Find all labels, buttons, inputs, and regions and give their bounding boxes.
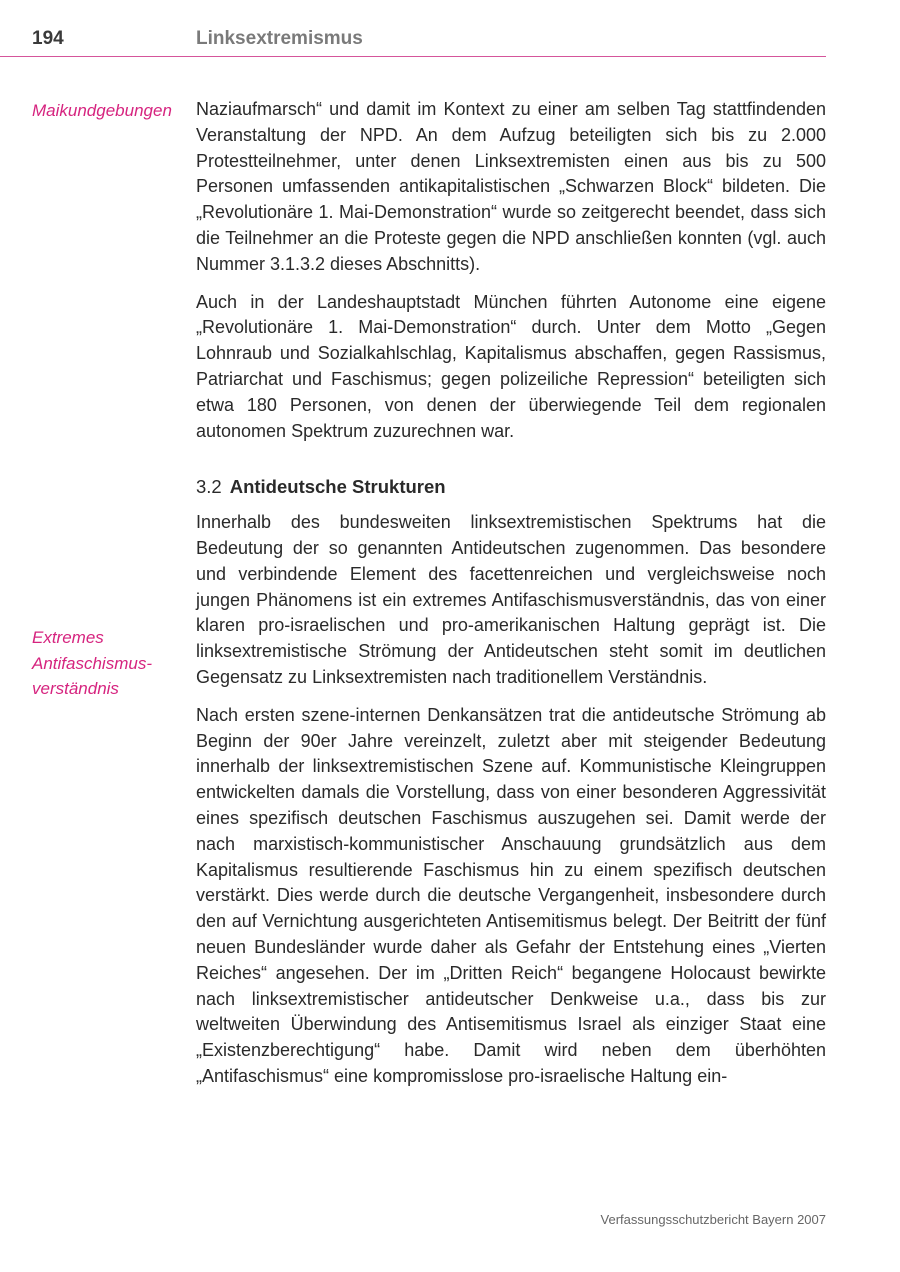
running-header-title: Linksextremismus [196,28,363,49]
header-rule [0,56,826,57]
paragraph: Naziaufmarsch“ und damit im Kontext zu einer am selben Tag stattfindenden Veranstaltung der NPD. An dem Aufzug beteiligten sich bis zu 2.000 Protestteilnehmer, unter denen Linksextremisten einen aus bis zu 500 Personen umfassenden antikapitalistischen „Schwarzen Block“ bildeten. Die „Revolutionäre 1. Mai-Demonstration“ wurde so zeitgerecht beendet, dass sich die Teilnehmer an die Proteste gegen die NPD anschließen konnten (vgl. auch Nummer 3.1.3.2 dieses Abschnitts). [196,99,826,274]
margin-note-maikundgebungen: Maikundgebungen [32,101,172,120]
footer-publication: Verfassungsschutzbericht Bayern 2007 [600,1212,826,1227]
section-heading [196,474,826,500]
section-number: 3.2 [196,476,222,498]
margin-note-antifaschismus: Extremes Antifaschismus-verständnis [32,628,152,699]
page-number: 194 [32,28,64,49]
paragraph: Innerhalb des bundesweiten linksextremistischen Spektrums hat die Bedeutung der so genannten Antideutschen zugenommen. Das besondere und verbindende Element des facettenreichen und vergleichsweise noch jungen Phänomens ist ein extremes Antifaschismusverständnis, das von einer klaren pro-israelischen und pro-amerikanischen Haltung geprägt ist. Die linksextremistische Strömung der Antideutschen steht somit im deutlichen Gegensatz zu Linksextremisten nach traditionellem Verständnis. [196,512,826,687]
section-title: Antideutsche Strukturen [229,476,446,498]
paragraph: Auch in der Landeshauptstadt München führten Autonome eine eigene „Revolutionäre 1. Mai-Demonstration“ durch. Unter dem Motto „Gegen Lohnraub und Sozialkahlschlag, Kapitalismus abschaffen, gegen Rassismus, Patriarchat und Faschismus; gegen polizeiliche Repression“ beteiligten sich etwa 180 Personen, von denen der überwiegende Teil dem regionalen autonomen Spektrum zuzurechnen war. [196,291,826,441]
main-text [196,97,826,1102]
paragraph: Nach ersten szene-internen Denkansätzen trat die antideutsche Strömung ab Beginn der 90er Jahre vereinzelt, zuletzt aber mit steigender Bedeutung innerhalb der linksextremistischen Szene auf. Kommunistische Kleingruppen entwickelten damals die Vorstellung, dass von einer besonderen Aggressivität eines spezifisch deutschen Faschismus auszugehen sei. Damit werde der nach marxistisch-kommunistischer Anschauung grundsätzlich aus dem Kapitalismus resultierende Faschismus hin zu einem spezifisch deutschen verstärkt. Dies werde durch die deutsche Vergangenheit, insbesondere durch den auf Vernichtung ausgerichteten Antisemitismus belegt. Der Beitritt der fünf neuen Bundesländer wurde daher als Gefahr der Entstehung eines „Vierten Reiches“ angesehen. Der im „Dritten Reich“ begangene Holocaust bewirkte nach linksextremistischer antideutscher Denkweise u.a., dass bis zur weltweiten Überwindung des Antisemitismus Israel als einziger Staat eine „Existenzberechtigung“ habe. Damit wird neben dem überhöhten „Antifaschismus“ eine kompromisslose pro-israelische Haltung ein- [196,704,826,1086]
